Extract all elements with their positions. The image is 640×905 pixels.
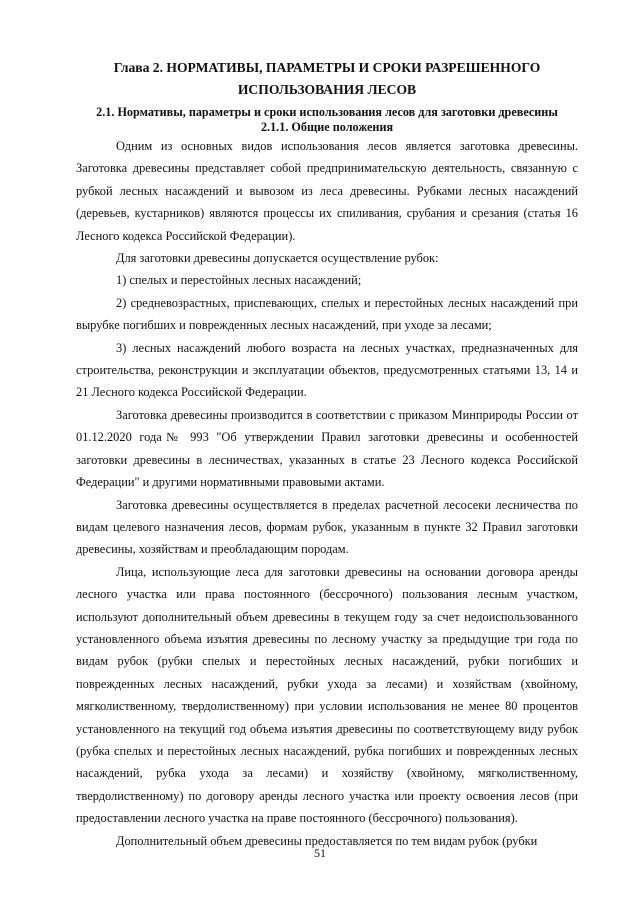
- paragraph: Заготовка древесины производится в соответствии с приказом Минприроды России от 01.12.2020 года№ 993 "Об утверждении Правил заготовки древесины и особенностей заготовки древесины в лесничествах, указанных в статье 23 Лесного кодекса Российской Федерации" и другими нормативными правовыми актами.: [76, 407, 578, 490]
- paragraph: Дополнительный объем древесины предоставляется по тем видам рубок (рубки: [116, 833, 538, 848]
- list-item: 1) спелых и перестойных лесных насаждений;: [116, 273, 362, 288]
- list-item: 3) лесных насаждений любого возраста на лесных участках, предназначенных для строительства, реконструкции и эксплуатации объектов, предусмотренных статьями 13, 14 и 21 Лесного кодекса Российской Федерации.: [76, 340, 578, 400]
- section-title: 2.1. Нормативы, параметры и сроки использования лесов для заготовки древесины: [96, 105, 558, 119]
- paragraph: Заготовка древесины осуществляется в пределах расчетной лесосеки лесничества по видам целевого назначения лесов, формам рубок, указанным в пункте 32 Правил заготовки древесины, хозяйствам и преобладающим породам.: [76, 497, 578, 557]
- paragraph: Одним из основных видов использования лесов является заготовка древесины. Заготовка древесины представляет собой предпринимательскую деятельность, связанную с рубкой лесных насаждений и вывозом из леса древесины. Рубками лесных насаждений (деревьев, кустарников) являются процессы их спиливания, срубания и срезания (статья 16 Лесного кодекса Российской Федерации).: [76, 139, 578, 243]
- subsection-title: 2.1.1. Общие положения: [260, 120, 394, 134]
- chapter-title: [76, 57, 578, 101]
- chapter-title-line-2: ИСПОЛЬЗОВАНИЯ ЛЕСОВ: [237, 82, 417, 97]
- list-item: 2) средневозрастных, приспевающих, спелых и перестойных лесных насаждений при вырубке погибших и поврежденных лесных насаждений, при уходе за лесами;: [76, 295, 578, 333]
- chapter-title-line-1: Глава 2. НОРМАТИВЫ, ПАРАМЕТРЫ И СРОКИ РАЗРЕШЕННОГО: [113, 60, 541, 75]
- paragraph: Лица, использующие леса для заготовки древесины на основании договора аренды лесного участка или права постоянного (бессрочного) пользования лесным участком, используют дополнительный объем древесины в текущем году за счет недоиспользованного установленного объема изъятия древесины по лесному участку за предыдущие три года по видам рубок (рубки спелых и перестойных лесных насаждений, рубки погибших и поврежденных лесных насаждений, рубки ухода за лесами) и хозяйствам (хвойному, мягколиственному, твердолиственному) при условии использования не менее 80 процентов установленного на текущий год объема изъятия древесины по соответствующему виду рубок (рубка спелых и перестойных лесных насаждений, рубка погибших и поврежденных лесных насаждений, рубка ухода за лесами) и хозяйству (хвойному, мягколиственному, твердолиственному) по договору аренды лесного участка или проекту освоения лесов (при предоставлении лесного участка на праве постоянного (бессрочного) пользования).: [76, 564, 578, 826]
- document-body: [76, 135, 578, 852]
- page-number: 51: [314, 846, 326, 860]
- paragraph: Для заготовки древесины допускается осуществление рубок:: [116, 251, 439, 266]
